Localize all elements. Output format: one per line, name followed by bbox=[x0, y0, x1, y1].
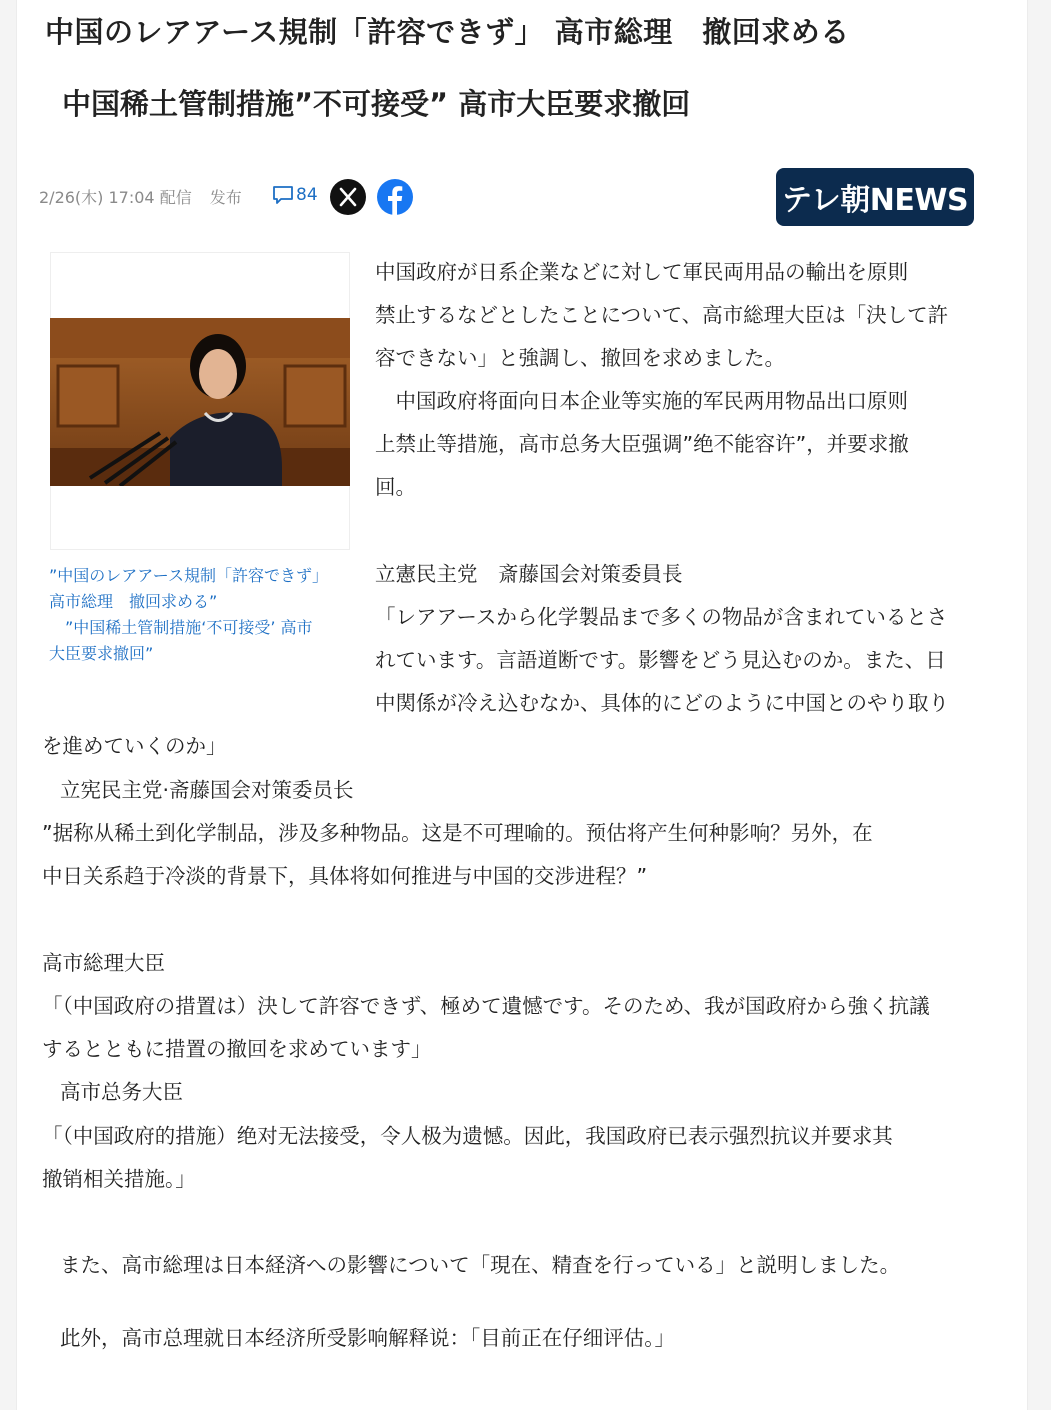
article-title-japanese: 中国のレアアース規制「許容できず」 高市総理 撤回求める bbox=[45, 15, 850, 49]
body-text-line: 禁止するなどとしたことについて、高市総理大臣は「決して許 bbox=[375, 303, 949, 327]
speaker-label: 立憲民主党 斎藤国会対策委員長 bbox=[375, 562, 683, 586]
caption-line: 高市総理 撤回求める” bbox=[49, 592, 218, 611]
published-label: 发布 bbox=[209, 188, 242, 207]
article-photo[interactable] bbox=[50, 318, 350, 486]
caption-line: 大臣要求撤回” bbox=[49, 644, 154, 663]
publish-date: 2/26(木) 17:04 配信 bbox=[39, 188, 192, 207]
article-title-chinese: 中国稀土管制措施”不可接受” 高市大臣要求撤回 bbox=[62, 87, 691, 121]
tv-asahi-news-logo: テレ朝NEWS bbox=[776, 168, 974, 226]
x-logo-icon bbox=[330, 179, 366, 215]
parliament-speaker-image bbox=[50, 318, 350, 486]
body-text-line: 上禁止等措施，高市总务大臣强调”绝不能容许”，并要求撤 bbox=[375, 432, 909, 456]
body-text-line: 中関係が冷え込むなか、具体的にどのように中国とのやり取り bbox=[375, 691, 949, 715]
body-text-line: を進めていくのか」 bbox=[42, 734, 227, 758]
comment-icon bbox=[272, 185, 294, 205]
body-text-line: 中国政府将面向日本企业等实施的军民两用物品出口原则 bbox=[375, 389, 908, 413]
facebook-logo-icon bbox=[377, 179, 413, 215]
body-text-line: 中日关系趋于冷淡的背景下，具体将如何推进与中国的交涉进程？” bbox=[42, 864, 648, 888]
speaker-label: 高市総理大臣 bbox=[42, 951, 165, 975]
caption-line: ”中国稀土管制措施‘不可接受’ 高市 bbox=[49, 618, 313, 637]
body-text-line: するとともに措置の撤回を求めています」 bbox=[42, 1037, 432, 1061]
body-text-line: 此外，高市总理就日本经济所受影响解释说：「目前正在仔细评估。」 bbox=[60, 1326, 675, 1350]
speaker-label: 高市总务大臣 bbox=[60, 1080, 183, 1104]
body-text-line: 「（中国政府的措施）绝对无法接受，令人极为遗憾。因此，我国政府已表示强烈抗议并要求其 bbox=[42, 1124, 893, 1148]
body-text-line: また、高市総理は日本経済への影響について「現在、精査を行っている」と説明しました。 bbox=[60, 1253, 901, 1277]
speaker-label: 立宪民主党·斋藤国会对策委员长 bbox=[60, 778, 354, 802]
body-text-line: 回。 bbox=[375, 475, 416, 499]
photo-caption[interactable] bbox=[49, 563, 349, 667]
body-text-line: れています。言語道断です。影響をどう見込むのか。また、日 bbox=[375, 648, 946, 672]
body-text-line: ”据称从稀土到化学制品，涉及多种物品。这是不可理喻的。预估将产生何种影响？另外，在 bbox=[42, 821, 873, 845]
body-text-line: 撤销相关措施。」 bbox=[42, 1167, 196, 1191]
article-page bbox=[16, 0, 1028, 1410]
caption-line: ”中国のレアアース規制「許容できず」 bbox=[49, 566, 329, 585]
body-text-line: 「（中国政府の措置は）決して許容できず、極めて遺憾です。そのため、我が国政府から強く抗議 bbox=[42, 994, 930, 1018]
body-text-line: 容できない」と強調し、撤回を求めました。 bbox=[375, 346, 785, 370]
comments-link[interactable] bbox=[272, 185, 318, 205]
body-text-line: 中国政府が日系企業などに対して軍民両用品の輸出を原則 bbox=[375, 260, 908, 284]
comment-count: 84 bbox=[296, 185, 318, 205]
share-facebook-button[interactable] bbox=[377, 179, 413, 215]
body-text-line: 「レアアースから化学製品まで多くの物品が含まれているとさ bbox=[375, 605, 948, 629]
share-x-button[interactable] bbox=[330, 179, 366, 215]
article-meta bbox=[39, 185, 242, 208]
